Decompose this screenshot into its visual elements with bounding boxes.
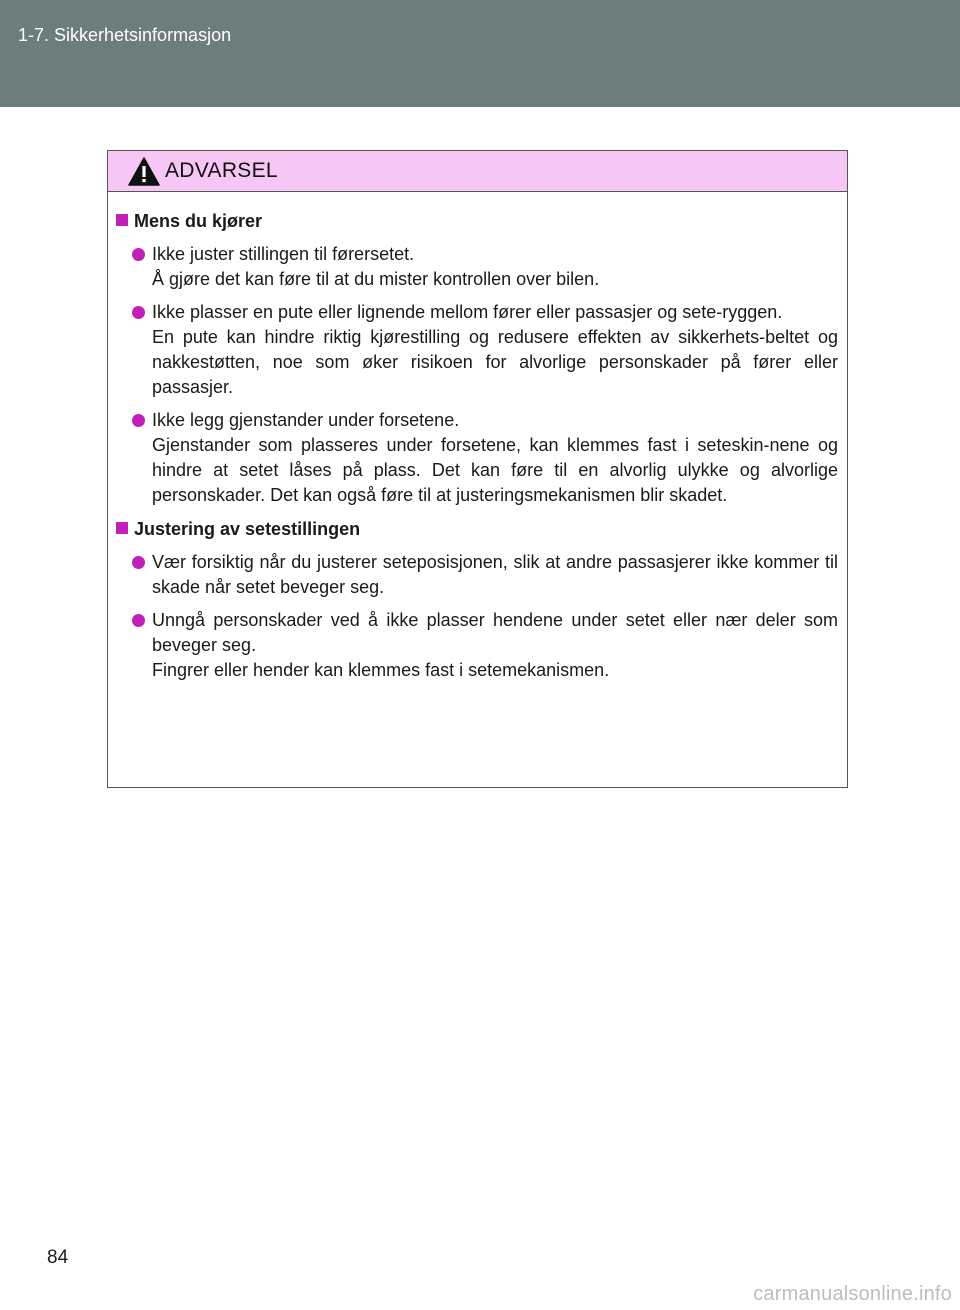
circle-bullet-icon [132,614,145,627]
square-bullet-icon [116,522,128,534]
warning-title: ADVARSEL [165,159,278,182]
warning-triangle-icon [128,157,160,186]
circle-bullet-icon [132,306,145,319]
circle-bullet-icon [132,248,145,261]
circle-bullet-icon [132,556,145,569]
section-heading: Mens du kjører [116,208,838,234]
section-title: 1-7. Sikkerhetsinformasjon [18,25,232,45]
section-heading: Justering av setestillingen [116,516,838,542]
page-number: 84 [47,1247,69,1268]
square-bullet-icon [116,214,128,226]
list-item: Ikke juster stillingen til førersetet. Å gjøre det kan føre til at du mister kontrollen over bilen. [116,242,838,292]
list-item: Unngå personskader ved å ikke plasser hendene under setet eller nær deler som beveger seg. Fingrer eller hender kan klemmes fast i setemekanismen. [116,608,838,683]
watermark: carmanualsonline.info [753,1283,952,1305]
page-header [0,0,960,107]
warning-box [107,150,848,788]
warning-content [108,192,847,683]
list-item: Vær forsiktig når du justerer seteposisjonen, slik at andre passasjerer ikke kommer til skade når setet beveger seg. [116,550,838,600]
warning-header [108,151,847,192]
list-item: Ikke legg gjenstander under forsetene. Gjenstander som plasseres under forsetene, kan klemmes fast i seteskin-nene og hindre at setet låses på plass. Det kan føre til en alvorlig ulykke og alvorlige personskader. Det kan også føre til at justeringsmekanismen blir skadet. [116,408,838,508]
circle-bullet-icon [132,414,145,427]
list-item: Ikke plasser en pute eller lignende mellom fører eller passasjer og sete-ryggen. En pute kan hindre riktig kjørestilling og redusere effekten av sikkerhets-beltet og nakkestøtten, noe som øker risikoen for alvorlige personskader på fører eller passasjer. [116,300,838,400]
